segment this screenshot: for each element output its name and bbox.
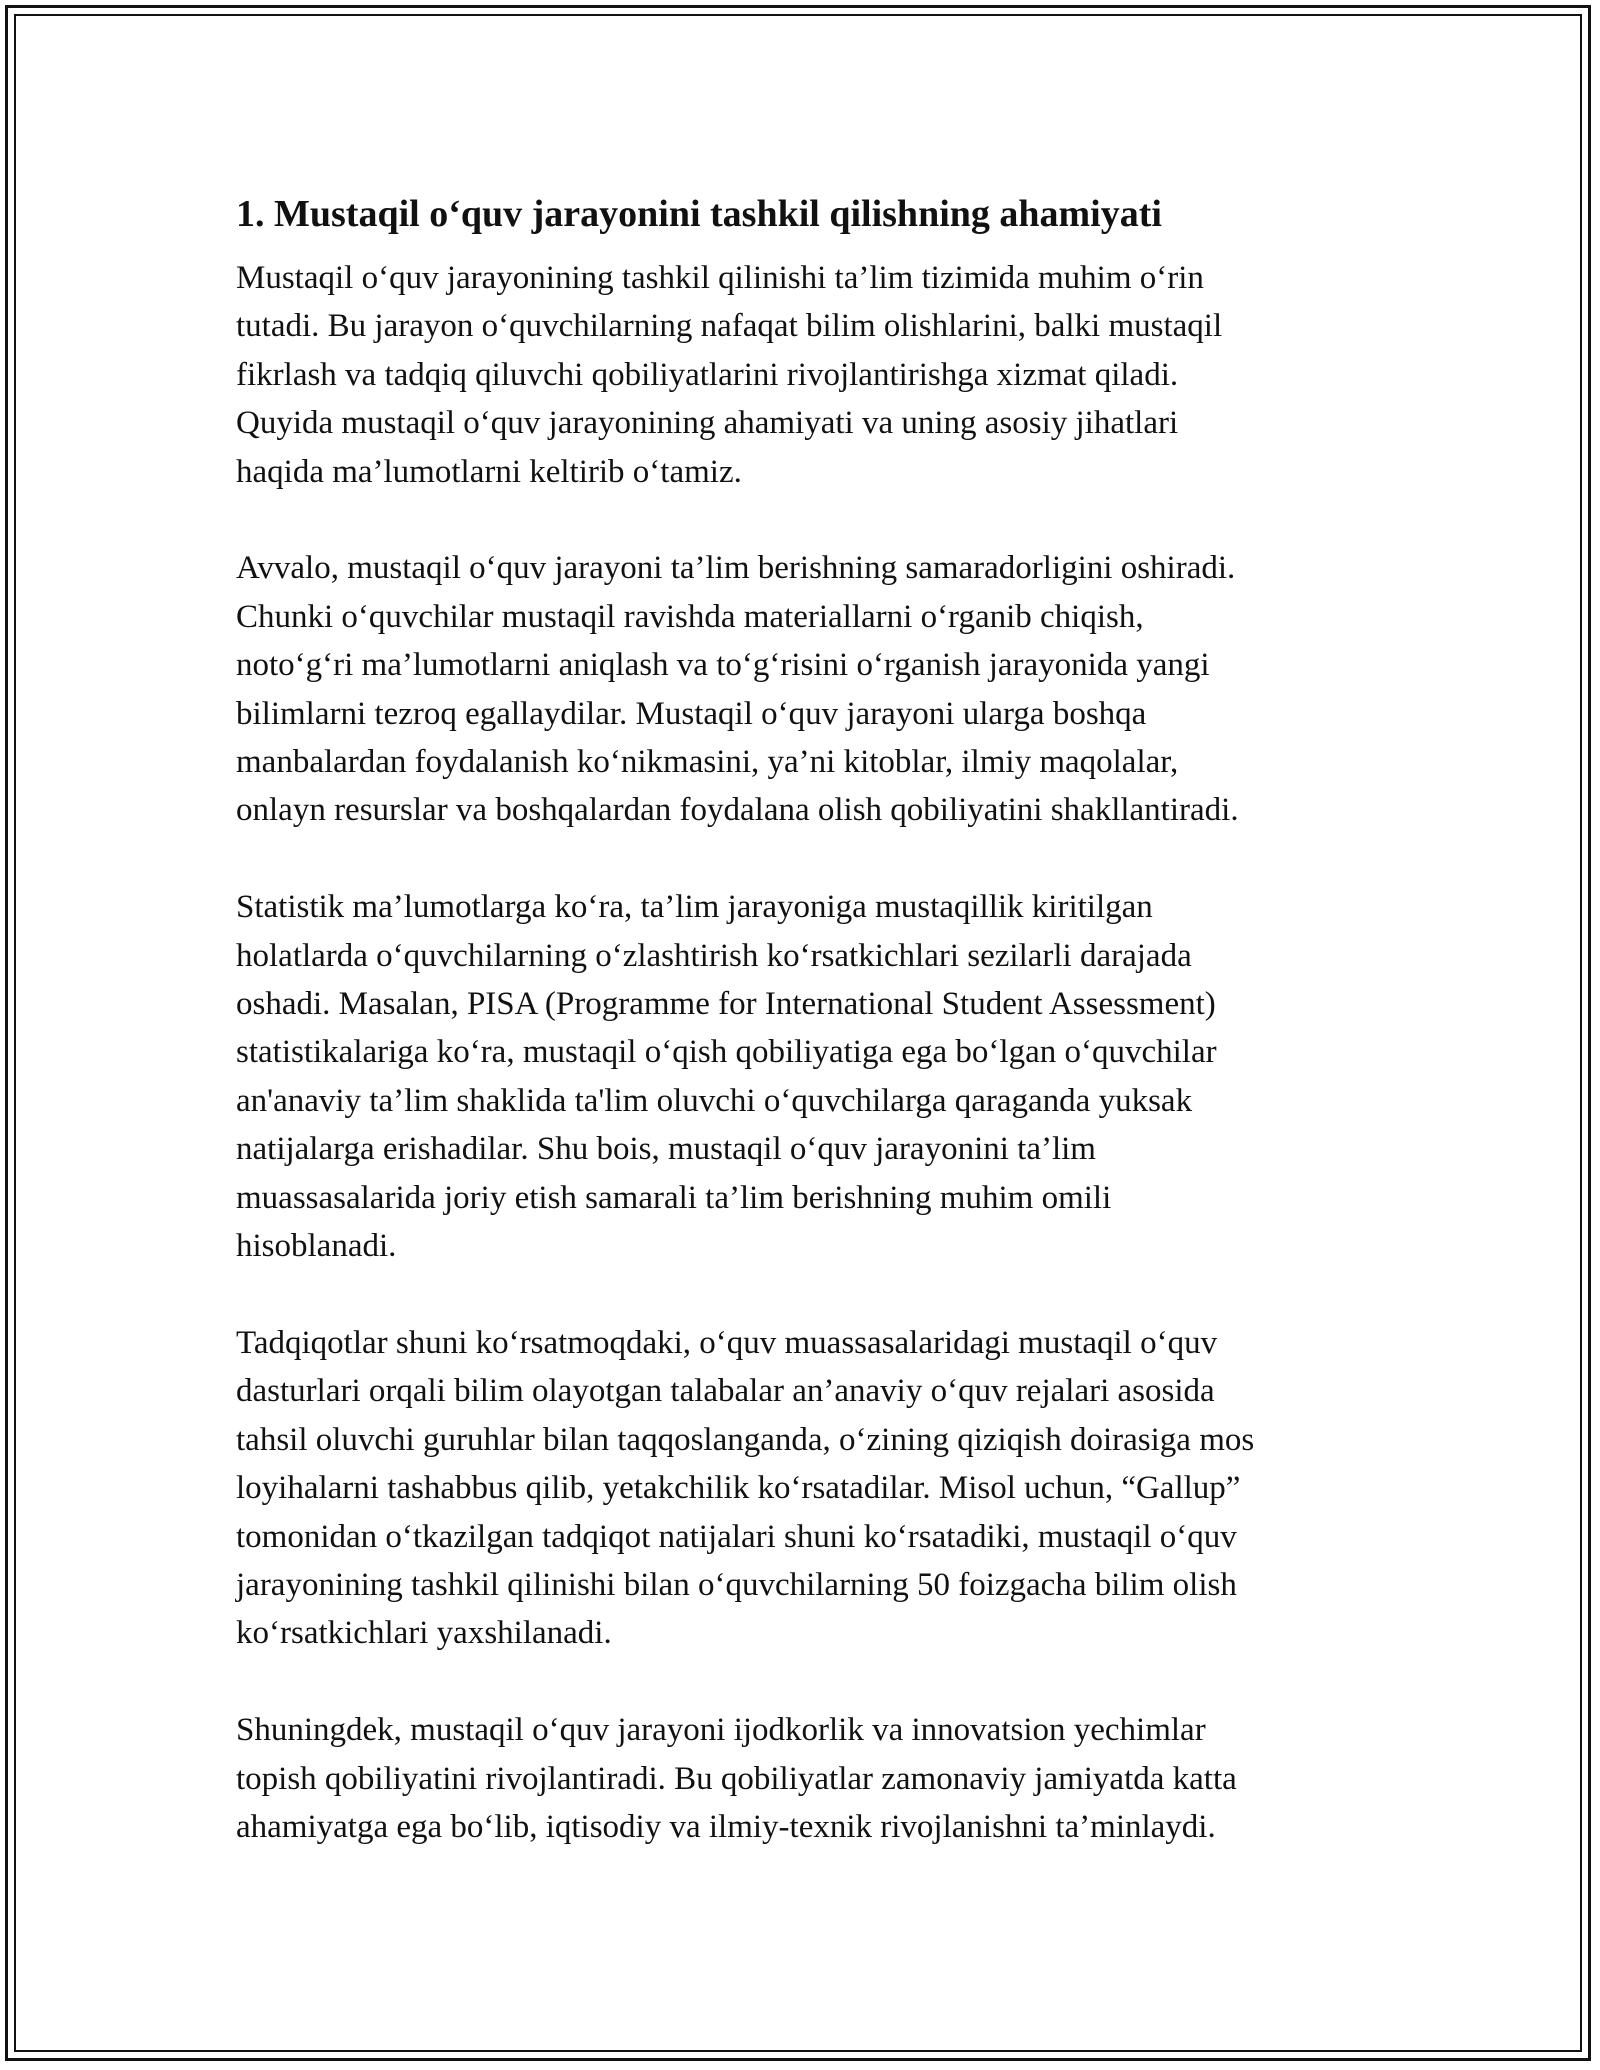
text-line: Quyida mustaqil o‘quv jarayonining ahamiyati va uning asosiy jihatlari xyxy=(236,405,1179,442)
text-line: ahamiyatga ega bo‘lib, iqtisodiy va ilmiy-texnik rivojlanishni ta’minlaydi. xyxy=(236,1808,1216,1845)
text-line: haqida ma’lumotlarni keltirib o‘tamiz. xyxy=(236,453,742,490)
paragraph-research xyxy=(236,1319,1406,1658)
text-line: tahsil oluvchi guruhlar bilan taqqoslanganda, o‘zining qiziqish doirasiga mos xyxy=(236,1421,1255,1458)
text-line: muassasalarida joriy etish samarali ta’lim berishning muhim omili xyxy=(236,1179,1112,1216)
text-line: natijalarga erishadilar. Shu bois, mustaqil o‘quv jarayonini ta’lim xyxy=(236,1131,1096,1168)
document-body xyxy=(236,188,1406,1900)
text-line: oshadi. Masalan, PISA (Programme for International Student Assessment) xyxy=(236,986,1216,1023)
text-line: noto‘g‘ri ma’lumotlarni aniqlash va to‘g‘risini o‘rganish jarayonida yangi xyxy=(236,647,1210,684)
text-line: Chunki o‘quvchilar mustaqil ravishda materiallarni o‘rganib chiqish, xyxy=(236,598,1144,635)
text-line: Statistik ma’lumotlarga ko‘ra, ta’lim jarayoniga mustaqillik kiritilgan xyxy=(236,889,1153,926)
text-line: bilimlarni tezroq egallaydilar. Mustaqil o‘quv jarayoni ularga boshqa xyxy=(236,695,1147,732)
text-line: ko‘rsatkichlari yaxshilanadi. xyxy=(236,1615,612,1652)
text-line: Avvalo, mustaqil o‘quv jarayoni ta’lim berishning samaradorligini oshiradi. xyxy=(236,550,1236,587)
text-line: dasturlari orqali bilim olayotgan talabalar an’anaviy o‘quv rejalari asosida xyxy=(236,1373,1215,1410)
text-line: onlayn resurslar va boshqalardan foydalana olish qobiliyatini shakllantiradi. xyxy=(236,792,1239,829)
text-line: an'anaviy ta’lim shaklida ta'lim oluvchi o‘quvchilarga qaraganda yuksak xyxy=(236,1082,1193,1119)
text-line: topish qobiliyatini rivojlantiradi. Bu qobiliyatlar zamonaviy jamiyatda katta xyxy=(236,1760,1237,1797)
section-title: 1. Mustaqil o‘quv jarayonini tashkil qilishning ahamiyati xyxy=(236,193,1162,235)
paragraph-intro xyxy=(236,254,1406,496)
text-line: loyihalarni tashabbus qilib, yetakchilik ko‘rsatadilar. Misol uchun, “Gallup” xyxy=(236,1470,1241,1507)
text-line: jarayonining tashkil qilinishi bilan o‘quvchilarning 50 foizgacha bilim olish xyxy=(236,1566,1237,1603)
text-line: statistikalariga ko‘ra, mustaqil o‘qish qobiliyatiga ega bo‘lgan o‘quvchilar xyxy=(236,1034,1217,1071)
text-line: Shuningdek, mustaqil o‘quv jarayoni ijodkorlik va innovatsion yechimlar xyxy=(236,1712,1206,1749)
text-line: Tadqiqotlar shuni ko‘rsatmoqdaki, o‘quv muassasalaridagi mustaqil o‘quv xyxy=(236,1324,1218,1361)
text-line: fikrlash va tadqiq qiluvchi qobiliyatlarini rivojlantirishga xizmat qiladi. xyxy=(236,356,1179,393)
text-line: Mustaqil o‘quv jarayonining tashkil qilinishi ta’lim tizimida muhim o‘rin xyxy=(236,260,1204,296)
paragraph-efficiency xyxy=(236,544,1406,834)
text-line: tomonidan o‘tkazilgan tadqiqot natijalari shuni ko‘rsatadiki, mustaqil o‘quv xyxy=(236,1518,1237,1555)
text-line: holatlarda o‘quvchilarning o‘zlashtirish ko‘rsatkichlari sezilarli darajada xyxy=(236,937,1192,974)
paragraph-creativity xyxy=(236,1706,1406,1851)
text-line: manbalardan foydalanish ko‘nikmasini, ya’ni kitoblar, ilmiy maqolalar, xyxy=(236,744,1179,781)
text-line: tutadi. Bu jarayon o‘quvchilarning nafaqat bilim olishlarini, balki mustaqil xyxy=(236,308,1223,345)
text-line: hisoblanadi. xyxy=(236,1228,397,1265)
paragraph-statistics xyxy=(236,883,1406,1270)
